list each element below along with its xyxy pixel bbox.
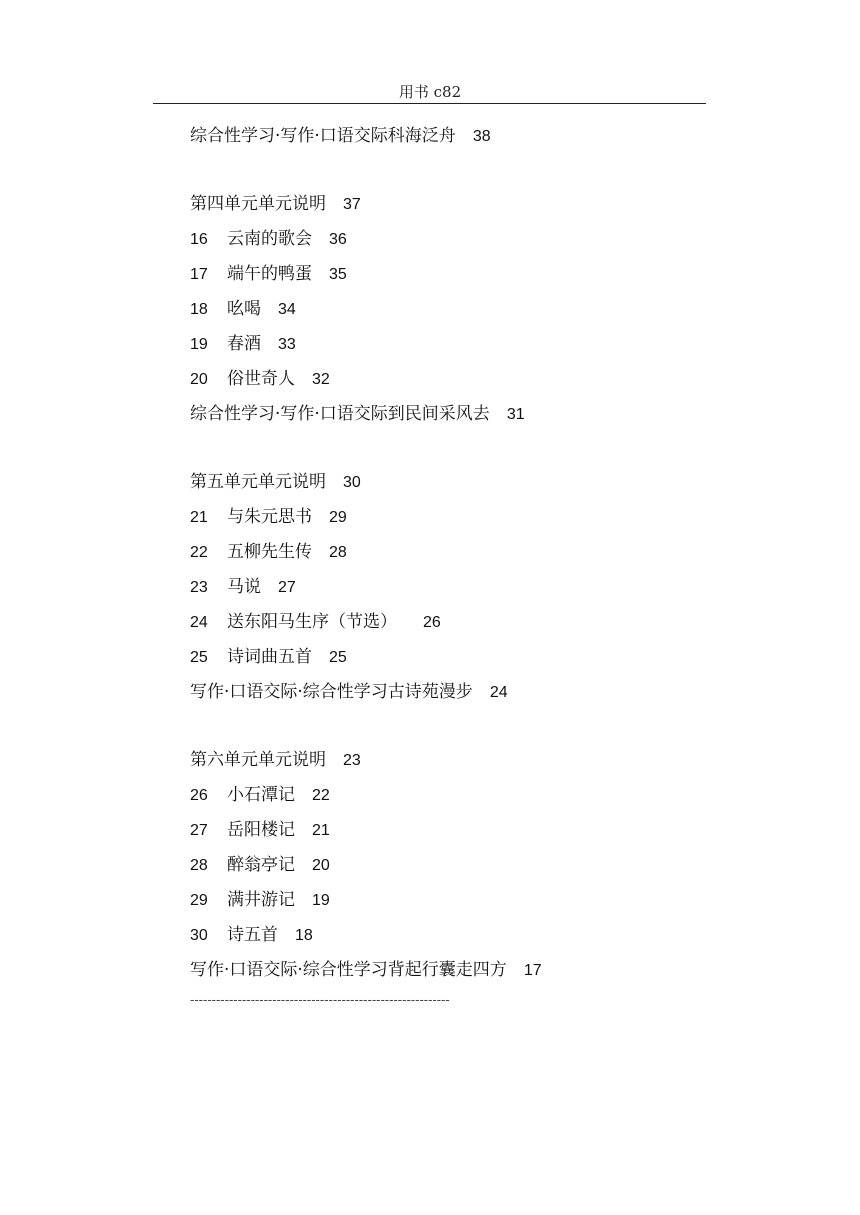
toc-entry-number: 24 xyxy=(190,614,208,631)
toc-entry xyxy=(190,193,361,215)
toc-entry-title: 与朱元思书 xyxy=(227,507,312,527)
toc-entry xyxy=(190,298,296,320)
toc-entry xyxy=(190,784,330,806)
toc-entry-number: 18 xyxy=(190,301,208,318)
toc-entry-page: 24 xyxy=(489,684,508,701)
toc-entry xyxy=(190,819,330,841)
toc-entry-page: 23 xyxy=(343,752,361,769)
toc-entry-page: 20 xyxy=(312,857,330,874)
toc-entry xyxy=(190,681,508,703)
toc-entry-number: 22 xyxy=(190,544,208,561)
toc-entry xyxy=(190,889,330,911)
toc-entry xyxy=(190,541,347,563)
dashed-divider: ------------------------------------------------------------ xyxy=(190,992,450,1007)
toc-entry xyxy=(190,125,491,147)
toc-entry-title: 醉翁亭记 xyxy=(227,855,295,875)
toc-entry-page: 28 xyxy=(329,544,347,561)
toc-entry-title: 诗五首 xyxy=(227,925,278,945)
toc-entry-page: 29 xyxy=(329,509,347,526)
toc-entry-title: 第六单元单元说明 xyxy=(190,750,326,770)
toc-entry-number: 30 xyxy=(190,927,208,944)
toc-entry-number: 17 xyxy=(190,266,208,283)
toc-entry xyxy=(190,471,361,493)
toc-entry xyxy=(190,924,313,946)
toc-entry-page: 36 xyxy=(329,231,347,248)
toc-entry xyxy=(190,263,347,285)
toc-entry-number: 28 xyxy=(190,857,208,874)
toc-entry-title: 送东阳马生序（节选） xyxy=(227,612,397,632)
toc-entry-title: 第五单元单元说明 xyxy=(190,472,326,492)
toc-entry-title: 综合性学习·写作·口语交际科海泛舟 xyxy=(190,126,456,146)
toc-entry-page: 31 xyxy=(506,406,525,423)
toc-entry-title: 综合性学习·写作·口语交际到民间采风去 xyxy=(190,404,490,424)
toc-entry-page: 30 xyxy=(343,474,361,491)
toc-entry-number: 27 xyxy=(190,822,208,839)
toc-entry-title: 满井游记 xyxy=(227,890,295,910)
header-rule xyxy=(153,103,706,104)
toc-entry-title: 第四单元单元说明 xyxy=(190,194,326,214)
toc-entry-page: 38 xyxy=(472,128,491,145)
toc-entry-number: 25 xyxy=(190,649,208,666)
toc-entry-title: 小石潭记 xyxy=(227,785,295,805)
toc-entry-page: 37 xyxy=(343,196,361,213)
toc-entry-page: 32 xyxy=(312,371,330,388)
toc-entry-number: 21 xyxy=(190,509,208,526)
toc-entry xyxy=(190,403,525,425)
toc-entry xyxy=(190,333,296,355)
toc-entry-title: 五柳先生传 xyxy=(227,542,312,562)
toc-entry-title: 春酒 xyxy=(227,334,261,354)
toc-entry xyxy=(190,506,347,528)
toc-entry-page: 27 xyxy=(278,579,296,596)
toc-entry-title: 岳阳楼记 xyxy=(227,820,295,840)
toc-entry-page: 17 xyxy=(523,962,542,979)
toc-entry xyxy=(190,959,542,981)
toc-entry-number: 20 xyxy=(190,371,208,388)
toc-entry-page: 19 xyxy=(312,892,330,909)
page-header: 用书 c82 xyxy=(398,83,462,101)
toc-entry-page: 22 xyxy=(312,787,330,804)
toc-entry-page: 35 xyxy=(329,266,347,283)
toc-entry xyxy=(190,749,361,771)
toc-entry xyxy=(190,368,330,390)
toc-entry-number: 16 xyxy=(190,231,208,248)
toc-entry-page: 26 xyxy=(423,614,441,631)
toc-entry xyxy=(190,228,347,250)
toc-entry-page: 33 xyxy=(278,336,296,353)
toc-entry-page: 25 xyxy=(329,649,347,666)
toc-entry-title: 端午的鸭蛋 xyxy=(227,264,312,284)
toc-entry-title: 写作·口语交际·综合性学习古诗苑漫步 xyxy=(190,682,473,702)
toc-entry-page: 21 xyxy=(312,822,330,839)
toc-entry-page: 18 xyxy=(295,927,313,944)
toc-entry-page: 34 xyxy=(278,301,296,318)
toc-entry-number: 26 xyxy=(190,787,208,804)
toc-entry xyxy=(190,854,330,876)
toc-entry xyxy=(190,646,347,668)
toc-entry-title: 吆喝 xyxy=(227,299,261,319)
toc-entry-number: 19 xyxy=(190,336,208,353)
toc-entry-title: 俗世奇人 xyxy=(227,369,295,389)
toc-entry-title: 诗词曲五首 xyxy=(227,647,312,667)
toc-entry-title: 写作·口语交际·综合性学习背起行囊走四方 xyxy=(190,960,507,980)
toc-entry-number: 23 xyxy=(190,579,208,596)
toc-entry xyxy=(190,576,296,598)
toc-entry xyxy=(190,611,441,633)
toc-entry-number: 29 xyxy=(190,892,208,909)
toc-entry-title: 马说 xyxy=(227,577,261,597)
toc-entry-title: 云南的歌会 xyxy=(227,229,312,249)
